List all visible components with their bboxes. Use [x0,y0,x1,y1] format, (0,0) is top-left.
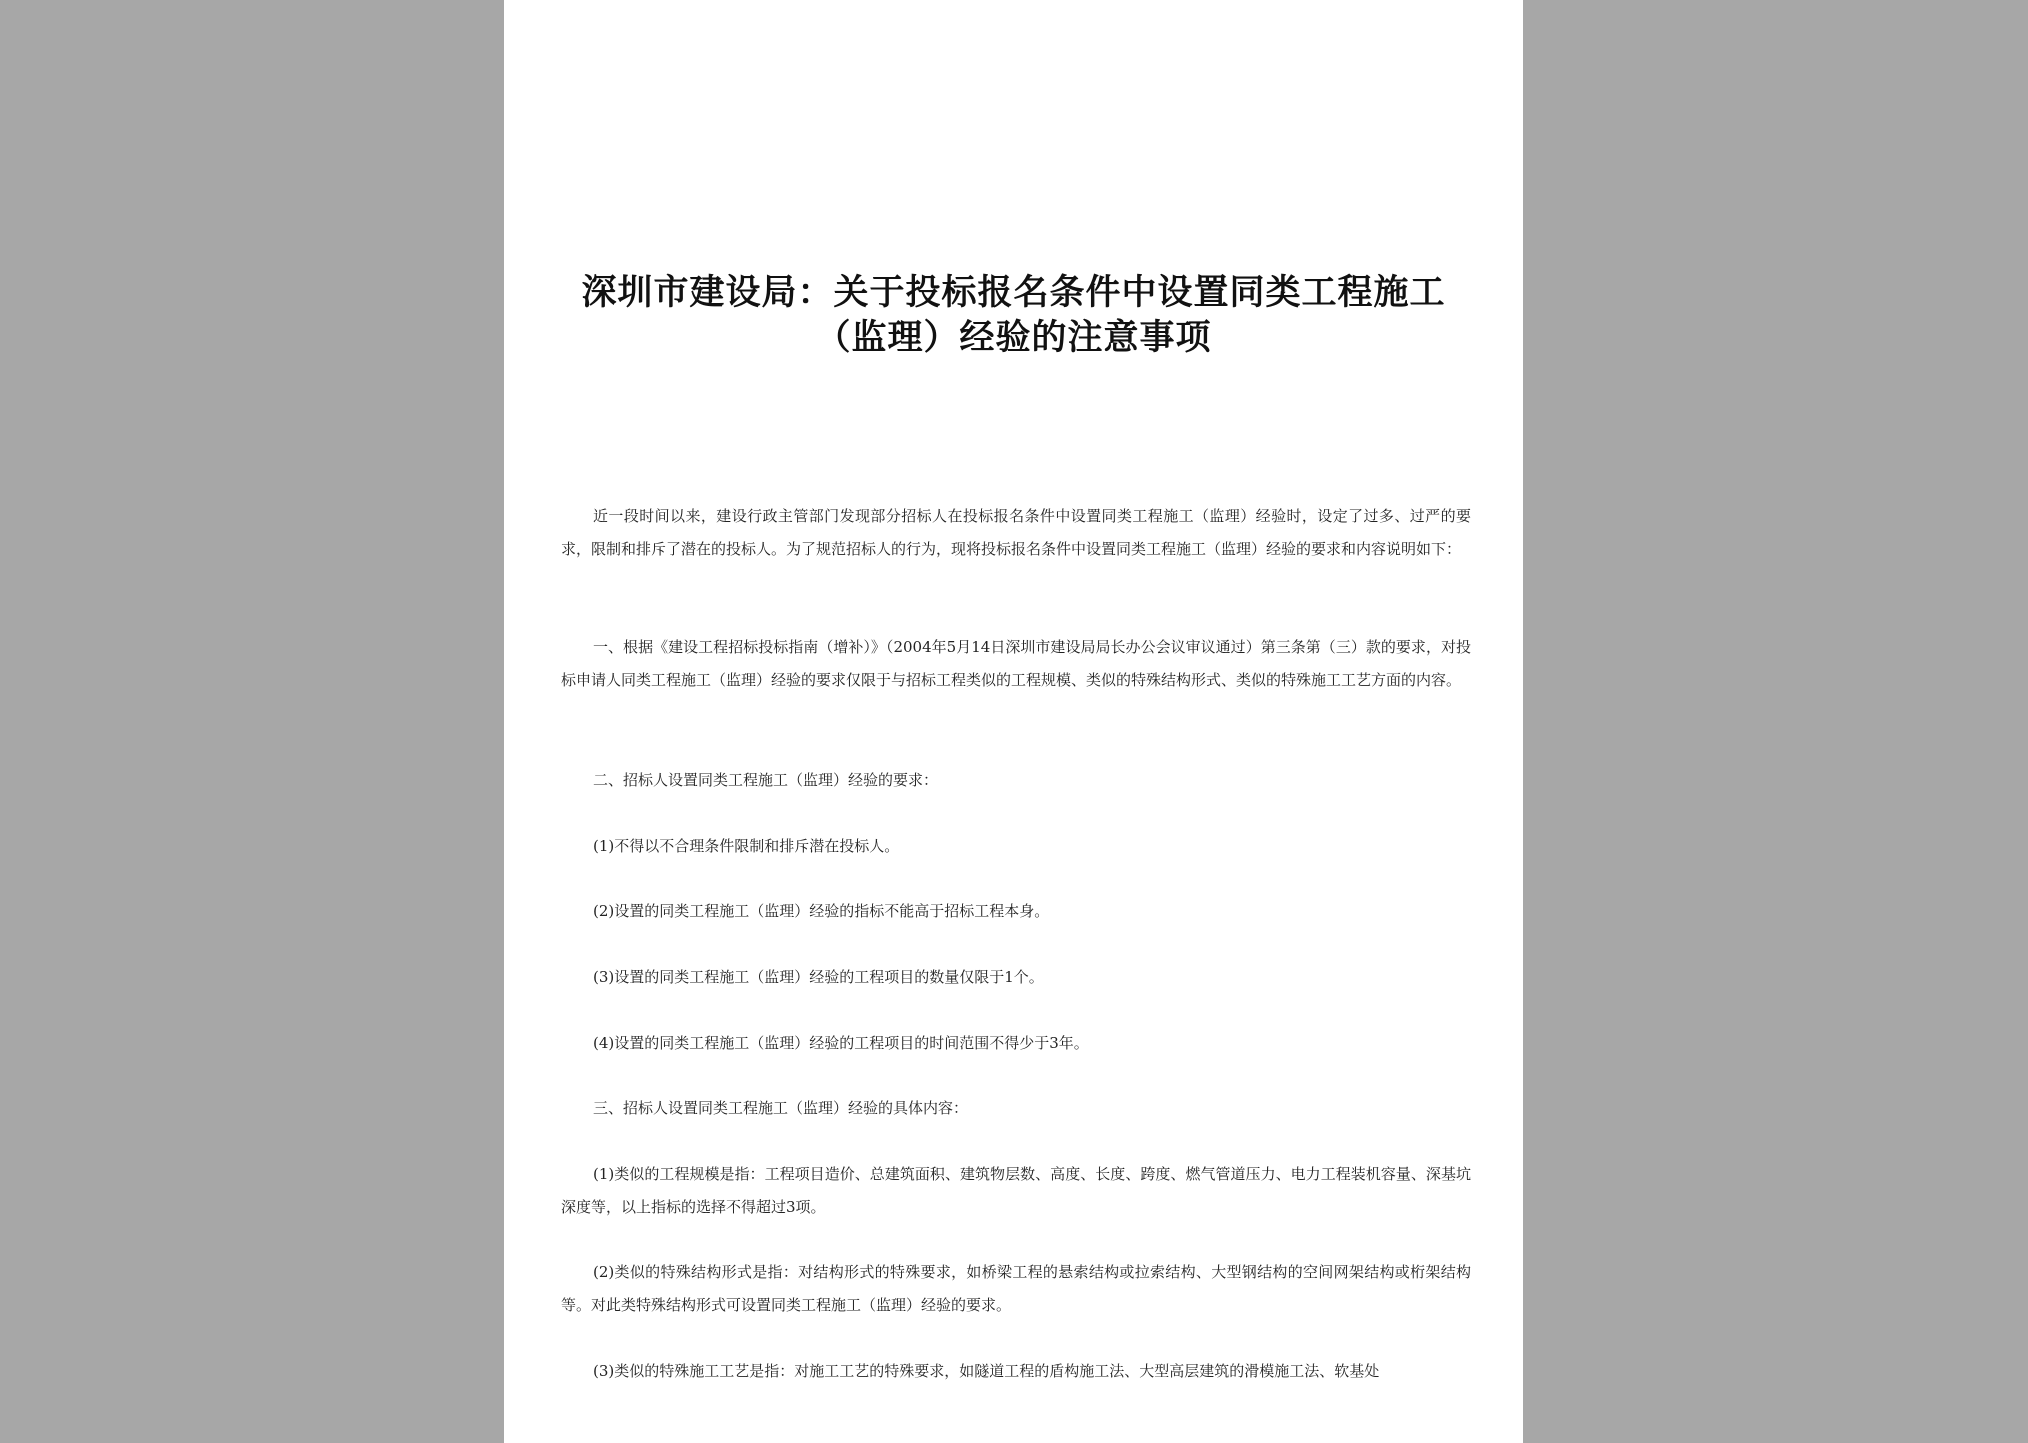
paragraph-section-1: 一、根据《建设工程招标投标指南（增补）》（2004年5月14日深圳市建设局局长办公会议审议通过）第三条第（三）款的要求，对投标申请人同类工程施工（监理）经验的要求仅限于与招标工程类似的工程规模、类似的特殊结构形式、类似的特殊施工工艺方面的内容。 [561,638,1471,689]
paragraph-section-2-heading: 二、招标人设置同类工程施工（监理）经验的要求： [593,771,939,789]
paragraph-section-3-item-1: (1)类似的工程规模是指：工程项目造价、总建筑面积、建筑物层数、高度、长度、跨度、燃气管道压力、电力工程装机容量、深基坑深度等，以上指标的选择不得超过3项。 [561,1165,1471,1216]
paragraph-section-3-item-3: (3)类似的特殊施工工艺是指：对施工工艺的特殊要求，如隧道工程的盾构施工法、大型高层建筑的滑模施工法、软基处 [593,1362,1380,1380]
paragraph-section-2-item-1: (1)不得以不合理条件限制和排斥潜在投标人。 [593,837,900,855]
paragraph-section-3-item-2: (2)类似的特殊结构形式是指：对结构形式的特殊要求，如桥梁工程的悬索结构或拉索结构、大型钢结构的空间网架结构或桁架结构等。对此类特殊结构形式可设置同类工程施工（监理）经验的要求。 [561,1263,1471,1314]
document-page [504,0,1523,1443]
paragraph-section-2-item-3: (3)设置的同类工程施工（监理）经验的工程项目的数量仅限于1个。 [593,968,1044,986]
document-title-line-1: 深圳市建设局：关于投标报名条件中设置同类工程施工 [581,272,1446,313]
paragraph-section-2-item-2: (2)设置的同类工程施工（监理）经验的指标不能高于招标工程本身。 [593,902,1050,920]
document-title-line-2: （监理）经验的注意事项 [815,317,1212,358]
paragraph-section-3-heading: 三、招标人设置同类工程施工（监理）经验的具体内容： [593,1099,969,1117]
paragraph-intro: 近一段时间以来，建设行政主管部门发现部分招标人在投标报名条件中设置同类工程施工（监理）经验时，设定了过多、过严的要求，限制和排斥了潜在的投标人。为了规范招标人的行为，现将投标报名条件中设置同类工程施工（监理）经验的要求和内容说明如下： [561,507,1471,558]
paragraph-section-2-item-4: (4)设置的同类工程施工（监理）经验的工程项目的时间范围不得少于3年。 [593,1034,1089,1052]
